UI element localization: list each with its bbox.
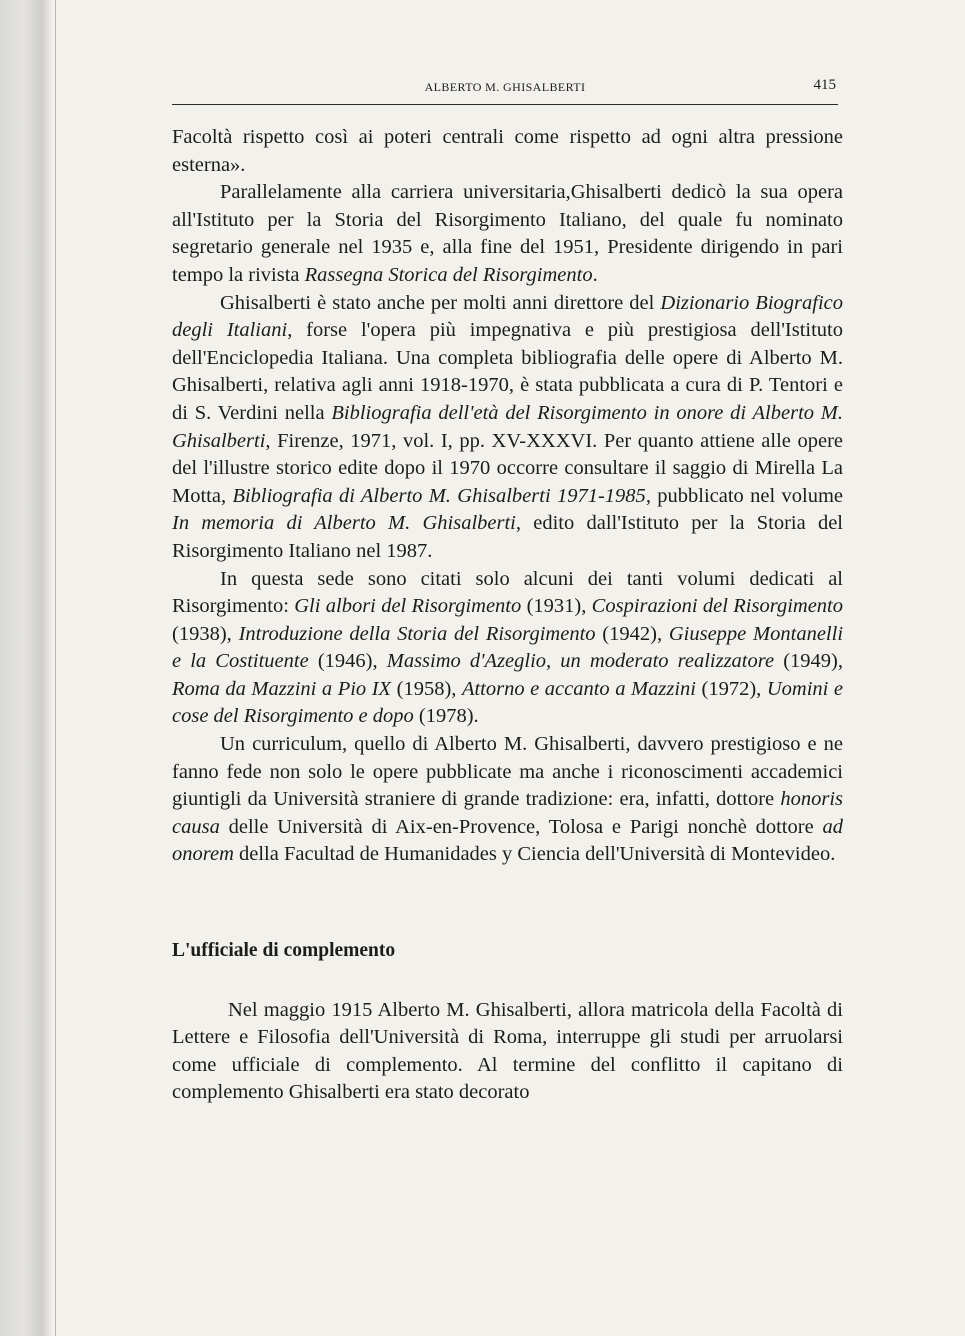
title-bibliografia-1971: Bibliografia di Alberto M. Ghisalberti 1971-1985	[232, 484, 646, 507]
section-heading: L'ufficiale di complemento	[172, 940, 396, 962]
page-body	[172, 124, 843, 1107]
paragraph-curriculum: Un curriculum, quello di Alberto M. Ghisalberti, davvero prestigioso e ne fanno fede non solo le opere pubblicate ma anche i riconoscimenti accademici giuntigli da Università straniere di grande tradizione: era, infatti, dottore honoris causa delle Università di Aix-en-Provence, Tolosa e Parigi nonchè dottore ad onorem della Facultad de Humanidades y Ciencia dell'Università di Montevideo.	[172, 733, 843, 866]
scan-gutter-edge	[55, 0, 56, 1336]
scan-gutter-shadow	[0, 0, 52, 1336]
paragraph-dizionario: Ghisalberti è stato anche per molti anni direttore del Dizionario Biografico degli Italiani, forse l'opera più impegnativa e più prestigiosa dell'Istituto dell'Enciclopedia Italiana. Una completa bibliografia delle opere di Alberto M. Ghisalberti, relativa agli anni 1918-1970, è stata pubblicata a cura di P. Tentori e di S. Verdini nella Bibliografia dell'età del Risorgimento in onore di Alberto M. Ghisalberti, Firenze, 1971, vol. I, pp. XV-XXXVI. Per quanto attiene alle opere del l'illustre storico edite dopo il 1970 occorre consultare il saggio di Mirella La Motta, Bibliografia di Alberto M. Ghisalberti 1971-1985, pubblicato nel volume In memoria di Alberto M. Ghisalberti, edito dall'Istituto per la Storia del Risorgimento Italiano nel 1987.	[172, 291, 844, 562]
page-number: 415	[813, 77, 836, 93]
paragraph-volumes: In questa sede sono citati solo alcuni dei tanti volumi dedicati al Risorgimento: Gli albori del Risorgimento (1931), Cospirazioni del Risorgimento (1938), Introduzione della Storia del Risorgimento (1942), Giuseppe Montanelli e la Costituente (1946), Massimo d'Azeglio, un moderato realizzatore (1949), Roma da Mazzini a Pio IX (1958), Attorno e accanto a Mazzini (1972), Uomini e cose del Risorgimento e dopo (1978).	[172, 567, 844, 728]
title-in-memoria: In memoria di Alberto M. Ghisalberti	[172, 512, 516, 535]
paragraph-continuation: Facoltà rispetto così ai poteri centrali come rispetto ad ogni altra pressione esterna».	[172, 126, 843, 176]
title-bibliografia-eta: Bibliografia dell'età del Risorgimento in onore di Alberto M. Ghisalberti	[172, 401, 843, 452]
running-head: ALBERTO M. GHISALBERTI	[424, 80, 586, 94]
page-header	[172, 78, 838, 102]
paragraph-career: Parallelamente alla carriera universitaria,Ghisalberti dedicò la sua opera all'Istituto per la Storia del Risorgimento Italiano, del quale fu nominato segretario generale nel 1935 e, alla fine del 1951, Presidente dirigendo in pari tempo la rivista Rassegna Storica del Risorgimento.	[172, 181, 843, 286]
header-rule	[172, 104, 838, 105]
title-dizionario: Dizionario Biografico degli Italiani	[172, 291, 843, 342]
title-rassegna: Rassegna Storica del Risorgimento	[304, 263, 593, 286]
paragraph-ufficiale: Nel maggio 1915 Alberto M. Ghisalberti, allora matricola della Facoltà di Lettere e Filosofia dell'Università di Roma, interruppe gli studi per arruolarsi come ufficiale di complemento. Al termine del conflitto il capitano di complemento Ghisalberti era stato decorato	[172, 998, 843, 1104]
